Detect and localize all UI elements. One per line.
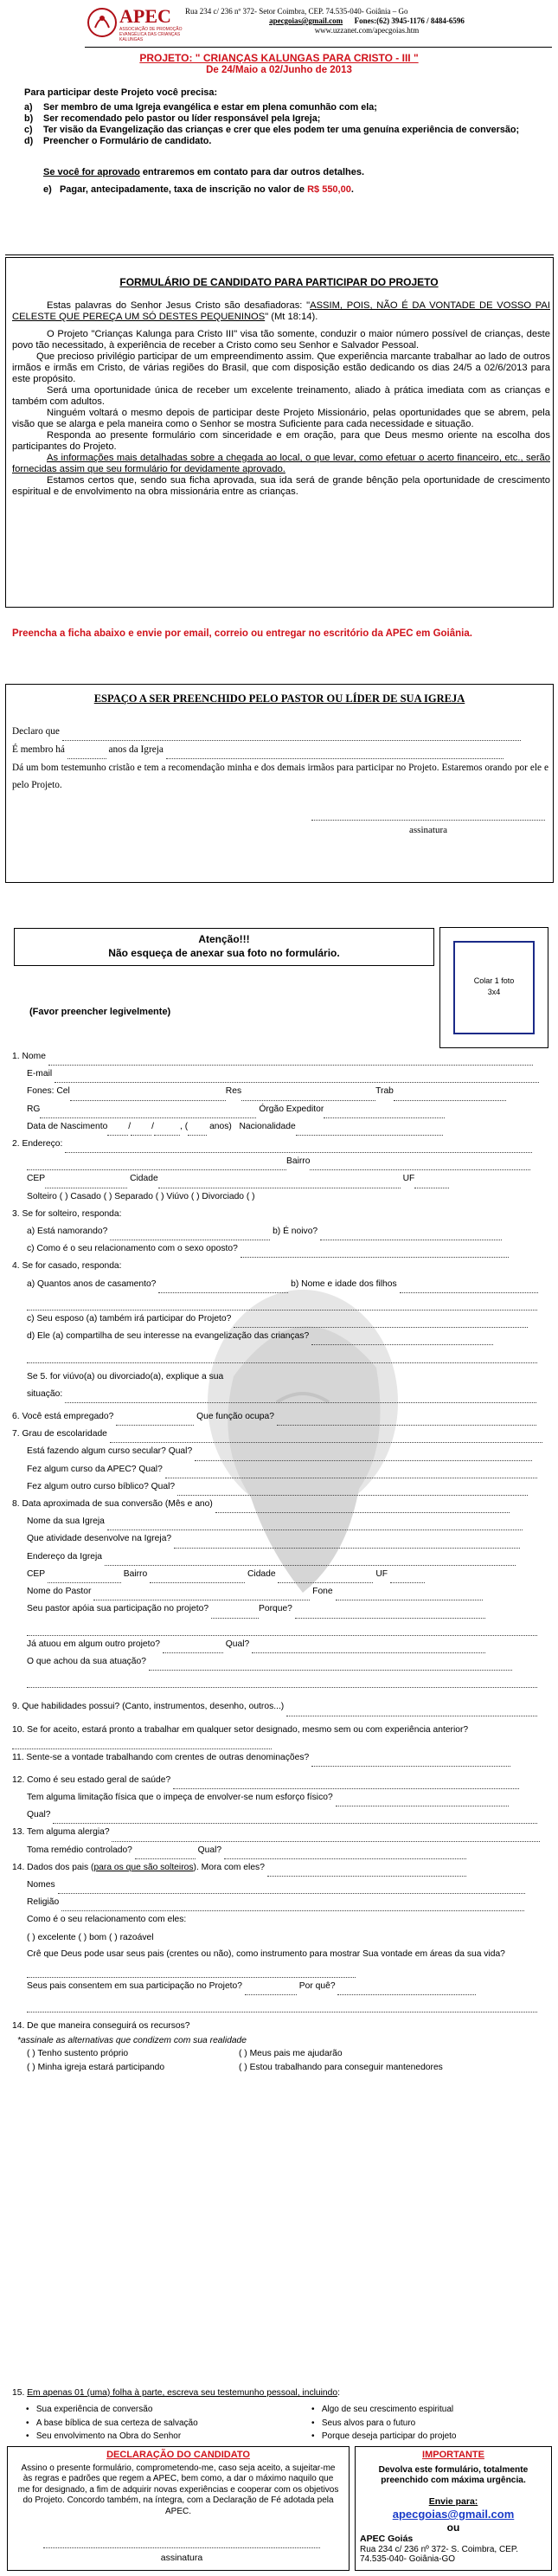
- q8d-uf-label: UF: [375, 1568, 388, 1579]
- q3b-input[interactable]: [320, 1231, 502, 1240]
- q7c-label: Fez algum outro curso bíblico? Qual?: [27, 1481, 176, 1491]
- q7b-row: [12, 1461, 550, 1478]
- q15-bullets-left: [26, 2403, 251, 2444]
- pay-letter: e): [43, 184, 52, 195]
- q8e-fone-input[interactable]: [336, 1591, 483, 1600]
- q2-row: [12, 1136, 550, 1153]
- q4a-label: a) Quantos anos de casamento?: [27, 1278, 157, 1289]
- parents-religion-input[interactable]: [61, 1902, 524, 1911]
- age-input[interactable]: [188, 1126, 207, 1136]
- q8b-label: Que atividade desenvolve na Igreja?: [27, 1534, 172, 1544]
- email-label: E-mail: [27, 1069, 53, 1079]
- cep-input[interactable]: [45, 1179, 127, 1188]
- q8d-uf-input[interactable]: [390, 1574, 425, 1583]
- cep-label: CEP: [27, 1174, 46, 1184]
- q15-num: 15.: [12, 2388, 28, 2398]
- q8c-row: [12, 1549, 550, 1566]
- intro-p1a: Estas palavras do Senhor Jesus Cristo são desafiadoras: ": [47, 300, 311, 311]
- pastor-church-label: anos da Igreja: [108, 744, 164, 755]
- q12a-label: Tem alguma limitação física que o impeça de envolver-se num esforço físico?: [27, 1792, 333, 1802]
- attention-text: Não esqueça de anexar sua foto no formulário.: [108, 947, 340, 959]
- res-label: Res: [225, 1086, 242, 1097]
- bairro-label: Bairro: [286, 1156, 311, 1167]
- email-input[interactable]: [55, 1073, 539, 1083]
- q8d-bairro-input[interactable]: [150, 1574, 245, 1583]
- q7c-row: [12, 1478, 550, 1496]
- important-address: Rua 234 c/ 236 nº 372- S. Coimbra, CEP. 74.535-040- Goiânia-GO: [360, 2545, 519, 2564]
- intro-p8: Estamos certos que, sendo sua ficha aprovada, sua ida será de grande bênção pela oportunidade de crescimento espiritual e de envolvimento na obra missionária entre as crianças.: [12, 475, 550, 497]
- approved-underlined: Se você for aprovado: [43, 167, 140, 177]
- q14n-label: Nomes: [27, 1879, 55, 1890]
- q3a-label: a) Está namorando?: [27, 1227, 108, 1237]
- q4d-cont-input[interactable]: [27, 1354, 537, 1363]
- important-title: IMPORTANTE: [422, 2450, 484, 2460]
- pastor-text: [12, 723, 548, 794]
- bullet-left-3-text: Seu envolvimento na Obra do Senhor: [35, 2431, 182, 2441]
- pastor-line-1: [12, 723, 548, 741]
- q9-row: [12, 1698, 550, 1716]
- q8d-cep-label: CEP: [27, 1568, 45, 1579]
- q8b-input[interactable]: [174, 1539, 520, 1549]
- pastor-line-3: Dá um bom testemunho cristão e tem a recomendação minha e dos demais irmãos para participar no Projeto. Estaremos orando por ele e pelo Projeto.: [12, 763, 548, 790]
- q14cons-cont-input[interactable]: [27, 2003, 537, 2012]
- intro-p7: As informações mais detalhadas sobre a chegada ao local, o que levar, como efetuar o acerto financeiro, etc., serão fornecidas assim que seu formulário for devidamente aprovado.: [12, 453, 550, 474]
- q13-label: 13. Tem alguma alergia?: [12, 1827, 110, 1838]
- bullet-right-1-text: Algo de seu crescimento espiritual: [321, 2405, 454, 2414]
- apec-logo: [87, 5, 183, 45]
- declaration-text: Assino o presente formulário, comprometendo-me, caso seja aceito, a sujeitar-me às regras e padrões que regem a APEC, bem como, a dar o máximo naquilo que me for designado, a fim de adquirir novas experiências e cooperar com os objetivos do Projeto. Concordo também, na íntegra, com a Declaração de Fé adotada pela APEC.: [17, 2463, 339, 2516]
- payment-note: [43, 184, 354, 195]
- q5-row: Se 5. for viúvo(a) ou divorciado(a), explique a sua: [27, 1371, 224, 1381]
- birth-year-input[interactable]: [154, 1126, 180, 1136]
- q8f-porque-label: Porque?: [258, 1604, 292, 1614]
- q3a-input[interactable]: [110, 1231, 270, 1240]
- q8e-input[interactable]: [93, 1591, 310, 1600]
- q12-label: 12. Como é seu estado geral de saúde?: [12, 1774, 171, 1785]
- rg-input[interactable]: [40, 1109, 256, 1118]
- q8g-qual-label: Qual?: [225, 1639, 250, 1649]
- q7c-input[interactable]: [177, 1486, 528, 1496]
- q14-label: 14. Dados dos pais (: [12, 1862, 94, 1872]
- orgao-input[interactable]: [324, 1109, 445, 1118]
- bullet-left-2-text: A base bíblica de sua certeza de salvação: [35, 2418, 198, 2428]
- q14opts-row[interactable]: ( ) excelente ( ) bom ( ) razoável: [27, 1932, 154, 1942]
- q14-cont: ). Mora com eles?: [193, 1862, 265, 1872]
- phones-row: [12, 1083, 550, 1100]
- q10-input[interactable]: [12, 1740, 272, 1749]
- form-intro-title: FORMULÁRIO DE CANDIDATO PARA PARTICIPAR DO PROJETO: [119, 276, 439, 288]
- req-text: Ser membro de uma Igreja evangélica e estar em plena comunhão com ela;: [43, 102, 377, 113]
- q14-underlined: para os que são solteiros: [93, 1862, 194, 1872]
- q4a-input[interactable]: [158, 1284, 288, 1293]
- q4b-cont-row: [12, 1293, 550, 1311]
- intro-p1b: " (Mt 18:14).: [265, 312, 318, 322]
- resource-church-checkbox[interactable]: ( ) Minha igreja estará participando: [27, 2063, 165, 2073]
- rg-row: [12, 1101, 550, 1118]
- pastor-years-field[interactable]: [67, 750, 106, 759]
- q3c-label: c) Como é o seu relacionamento com o sexo oposto?: [27, 1244, 238, 1254]
- q14cre-label: Crê que Deus pode usar seus pais (crentes ou não), como instrumento para mostrar Sua vontade em áreas da sua vida?: [27, 1948, 505, 1959]
- q6b-input[interactable]: [277, 1416, 536, 1426]
- q4d-input[interactable]: [311, 1336, 493, 1345]
- q4b-cont-input[interactable]: [27, 1301, 537, 1311]
- legible-note: (Favor preencher legivelmente): [29, 1007, 171, 1017]
- q4b-input[interactable]: [400, 1284, 538, 1293]
- q3-row: 3. Se for solteiro, responda:: [12, 1208, 122, 1219]
- logo-subtitle: [119, 27, 183, 42]
- address-cont-input[interactable]: [27, 1161, 286, 1170]
- q8h-cont-row: [12, 1671, 550, 1688]
- q3a-row: [12, 1223, 550, 1240]
- declaration-sign-label: assinatura: [160, 2553, 203, 2563]
- pay-text: Pagar, antecipadamente, taxa de inscrição no valor de: [59, 184, 308, 195]
- q8c-label: Endereço da Igreja: [27, 1551, 103, 1562]
- q8a-label: Nome da sua Igreja: [27, 1517, 105, 1527]
- photo-label-2: 3x4: [487, 988, 501, 996]
- intro-top-rule: [5, 254, 554, 255]
- bullet-right-1: • Algo de seu crescimento espiritual: [311, 2405, 454, 2414]
- pastor-line-2: [12, 741, 548, 759]
- birth-month-input[interactable]: [131, 1126, 151, 1136]
- q4a-row: [12, 1276, 550, 1293]
- q11-input[interactable]: [311, 1757, 510, 1767]
- q7-row: [12, 1426, 550, 1443]
- project-dates: De 24/Maio a 02/Junho de 2013: [206, 65, 352, 75]
- important-or: ou: [446, 2521, 460, 2534]
- intro-p5: Ninguém voltará o mesmo depois de participar deste Projeto Missionário, pelas oportunidades que se abrem, pela visão que se alarga e pela maneira como o Senhor se mostra Suficiente para cada necessidade e situação.: [12, 408, 550, 429]
- uf-label: UF: [402, 1174, 415, 1184]
- pastor-church-field[interactable]: [166, 750, 503, 759]
- header-phones: Fones:(62) 3945-1176 / 8484-6596: [354, 16, 465, 25]
- q8d-row: [12, 1566, 550, 1583]
- q12a-row: [12, 1789, 550, 1806]
- q14b-row: 14. De que maneira conseguirá os recursos?: [12, 2021, 190, 2032]
- bullet-right-2: • Seus alvos para o futuro: [311, 2418, 416, 2428]
- bullet-left-2: • A base bíblica de sua certeza de salvação: [26, 2418, 198, 2428]
- q14por-label: Por quê?: [298, 1980, 336, 1991]
- q10-label: 10. Se for aceito, estará pronto a trabalhar em qualquer setor designado, mesmo sem ou com experiência anterior?: [12, 1724, 469, 1735]
- q14b-opts-2: [12, 2061, 550, 2075]
- form-intro-body: [12, 300, 550, 498]
- address-line: Rua 234 c/ 236 nº 372- Setor Coimbra, CEP. 74.535-040- Goiânia – Go: [185, 7, 408, 16]
- q14-input[interactable]: [267, 1867, 466, 1877]
- q8f-input[interactable]: [211, 1609, 259, 1619]
- q8c-input[interactable]: [105, 1556, 516, 1566]
- header-site[interactable]: www.uzzanet.com/apecgoias.htm: [314, 26, 420, 35]
- send-notice: Preencha a ficha abaixo e envie por email, correio ou entregar no escritório da APEC em Goiânia.: [12, 628, 472, 639]
- header-divider: [85, 47, 552, 48]
- intro-p2: O Projeto "Crianças Kalunga para Cristo III" visa tão somente, conduzir o maior número possível de crianças, deste povo tão necessitado, à experiência de receber a Cristo como seu Senhor e Salvador Pessoal.: [12, 329, 550, 351]
- logo-sub-1: ASSOCIAÇÃO DE PROMOÇÃO: [119, 27, 183, 32]
- q12b-row: [12, 1806, 550, 1824]
- q13a-row: [12, 1842, 550, 1859]
- important-org: APEC Goiás: [360, 2534, 414, 2544]
- logo-sub-3: KALUNGAS: [119, 37, 144, 42]
- q15-bullets-right: [311, 2403, 545, 2444]
- pastor-sign-line[interactable]: [311, 820, 545, 821]
- q3c-input[interactable]: [241, 1248, 509, 1258]
- send-to-label: Envie para:: [428, 2496, 478, 2507]
- bullet-right-2-text: Seus alvos para o futuro: [321, 2418, 416, 2428]
- q14cons-label: Seus pais consentem em sua participação no Projeto?: [27, 1980, 242, 1991]
- q8a-input[interactable]: [107, 1521, 523, 1530]
- bairro-row: [12, 1153, 550, 1170]
- q8f-row: [12, 1600, 550, 1618]
- q15-row: [12, 2388, 340, 2399]
- q11-row: [12, 1749, 550, 1767]
- q8f-label: Seu pastor apóia sua participação no projeto?: [27, 1604, 209, 1614]
- q12-input[interactable]: [173, 1780, 519, 1789]
- bairro-input[interactable]: [310, 1161, 530, 1170]
- approved-note: [43, 167, 364, 177]
- q9-input[interactable]: [286, 1707, 537, 1716]
- bullet-right-3-text: Porque deseja participar do projeto: [321, 2431, 457, 2441]
- res-input[interactable]: [241, 1092, 375, 1101]
- q13-input[interactable]: [112, 1832, 540, 1842]
- uf-input[interactable]: [414, 1179, 449, 1188]
- q4c-input[interactable]: [234, 1318, 528, 1328]
- important-text: Devolva este formulário, totalmente preenchido com máxima urgência.: [378, 2465, 529, 2485]
- q7a-input[interactable]: [195, 1452, 532, 1461]
- q14b-note: *assinale as alternativas que condizem com sua realidade: [17, 2036, 247, 2046]
- q11-label: 11. Sente-se a vontade trabalhando com crentes de outras denominações?: [12, 1752, 310, 1762]
- project-title: PROJETO: " CRIANÇAS KALUNGAS PARA CRISTO - III ": [139, 52, 419, 64]
- q13a-input[interactable]: [135, 1850, 196, 1859]
- trab-input[interactable]: [394, 1092, 506, 1101]
- nationality-input[interactable]: [296, 1126, 443, 1136]
- cidade-input[interactable]: [158, 1179, 401, 1188]
- resource-parents-checkbox[interactable]: ( ) Meus pais me ajudarão: [239, 2049, 343, 2059]
- applicant-fields: [12, 1048, 550, 2075]
- resource-sponsors-checkbox[interactable]: ( ) Estou trabalhando para conseguir mantenedores: [239, 2063, 443, 2073]
- q5b-row: [12, 1386, 550, 1403]
- req-letter: c): [24, 125, 33, 135]
- q7b-label: Fez algum curso da APEC? Qual?: [27, 1464, 163, 1474]
- cel-label: Fones: Cel: [27, 1086, 70, 1097]
- q13a-label: Toma remédio controlado?: [27, 1845, 132, 1855]
- pastor-declare: Declaro que: [12, 726, 60, 737]
- q8-label: 8. Data aproximada de sua conversão (Mês e ano): [12, 1499, 213, 1510]
- bullet-left-3: • Seu envolvimento na Obra do Senhor: [26, 2431, 182, 2441]
- q12b-input[interactable]: [53, 1814, 537, 1824]
- q14n-row: [12, 1877, 550, 1894]
- q8-row: [12, 1496, 550, 1513]
- q12b-label: Qual?: [27, 1810, 51, 1820]
- q10-row: [12, 1723, 550, 1749]
- q8f-cont-row: [12, 1619, 550, 1636]
- q8h-label: O que achou da sua atuação?: [27, 1656, 146, 1666]
- q14cons-input[interactable]: [245, 1986, 297, 1995]
- intro-p4: Será uma oportunidade única de receber um excelente treinamento, aliado à prática imediata com as crianças e também com adultos.: [12, 385, 550, 407]
- pastor-name-field[interactable]: [62, 731, 521, 741]
- cel-input[interactable]: [70, 1092, 226, 1101]
- q12-row: [12, 1772, 550, 1789]
- q6-input[interactable]: [116, 1416, 194, 1426]
- q4c-row: [12, 1311, 550, 1328]
- q2-label: 2. Endereço:: [12, 1139, 63, 1150]
- requirements-intro: Para participar deste Projeto você precisa:: [24, 87, 218, 98]
- q14rel-row: Como é o seu relacionamento com eles:: [27, 1915, 187, 1925]
- q15-colon: :: [337, 2388, 340, 2398]
- req-item-d: [24, 136, 552, 147]
- q8d-cidade-label: Cidade: [247, 1568, 276, 1579]
- pay-end: .: [350, 184, 354, 195]
- q6-row: [12, 1408, 550, 1426]
- logo-sub-2: EVANGÉLICA DAS CRIANÇAS: [119, 32, 181, 37]
- q7a-row: [12, 1443, 550, 1460]
- nationality-label: Nacionalidade: [239, 1121, 296, 1131]
- req-item-c: [24, 125, 552, 136]
- age-label: anos): [209, 1121, 232, 1131]
- req-text: Preencher o Formulário de candidato.: [43, 136, 212, 146]
- q8e-fone-label: Fone: [312, 1587, 333, 1597]
- trab-label: Trab: [375, 1086, 394, 1097]
- pastor-member: É membro há: [12, 744, 65, 755]
- birth-day-input[interactable]: [107, 1126, 128, 1136]
- intro-p6: Responda ao presente formulário com sinceridade e em oração, para que Deus mesmo oriente na escolha dos participantes do Projeto.: [12, 430, 550, 452]
- bullet-left-1: • Sua experiência de conversão: [26, 2405, 153, 2414]
- photo-label-1: Colar 1 foto: [473, 976, 515, 985]
- q9-label: 9. Que habilidades possui? (Canto, instrumentos, desenho, outros...): [12, 1702, 285, 1712]
- bullet-right-3: • Porque deseja participar do projeto: [311, 2431, 457, 2441]
- q14b-opts-1: [12, 2047, 550, 2061]
- header-address: [185, 7, 548, 35]
- address-input[interactable]: [65, 1143, 532, 1153]
- pastor-sign-label: assinatura: [409, 825, 447, 835]
- logo-text: APEC: [119, 5, 171, 27]
- q7a-label: Está fazendo algum curso secular? Qual?: [27, 1446, 193, 1457]
- q3c-row: [12, 1240, 550, 1258]
- q13-row: [12, 1824, 550, 1841]
- req-item-b: [24, 113, 552, 125]
- q6-label: 6. Você está empregado?: [12, 1412, 114, 1422]
- q13b-input[interactable]: [224, 1850, 466, 1859]
- q8g-row: [12, 1636, 550, 1653]
- bullet-left-1-text: Sua experiência de conversão: [35, 2405, 153, 2414]
- q8h-cont-input[interactable]: [27, 1678, 537, 1688]
- cep-row: [12, 1170, 550, 1188]
- q3b-label: b) É noivo?: [273, 1227, 318, 1237]
- q7-label: 7. Grau de escolaridade: [12, 1429, 107, 1439]
- header-email-link[interactable]: apecgoias@gmail.com: [269, 16, 343, 25]
- q8d-cidade-input[interactable]: [278, 1574, 373, 1583]
- q14por-input[interactable]: [337, 1986, 476, 1995]
- q8a-row: [12, 1513, 550, 1530]
- req-text: Ter visão da Evangelização das crianças e crer que eles podem ter uma genuína experiência de conversão;: [43, 125, 520, 135]
- q7-input[interactable]: [110, 1433, 542, 1443]
- q4d-cont-row: [12, 1345, 550, 1362]
- email-row: [12, 1066, 550, 1083]
- orgao-label: Órgão Expeditor: [259, 1104, 324, 1114]
- birth-row: Data de Nascimento / / , ( anos) Nacionalidade: [12, 1118, 550, 1136]
- approved-rest: entraremos em contato para dar outros detalhes.: [139, 167, 365, 177]
- q1-label: 1. Nome: [12, 1052, 46, 1061]
- q8g-qual-input[interactable]: [252, 1644, 485, 1653]
- requirements-list: [24, 102, 552, 147]
- q1-row: [12, 1048, 550, 1066]
- q4-row: 4. Se for casado, responda:: [12, 1261, 122, 1272]
- pastor-title: ESPAÇO A SER PREENCHIDO PELO PASTOR OU LÍDER DE SUA IGREJA: [93, 692, 465, 705]
- q8g-input[interactable]: [163, 1644, 223, 1653]
- req-letter: b): [24, 113, 34, 124]
- q7b-input[interactable]: [165, 1469, 537, 1478]
- req-letter: a): [24, 102, 33, 113]
- q14-row: [12, 1859, 550, 1877]
- intro-p1u: ASSIM, POIS, NÃO É DA VONTADE DE VOSSO PAI CELESTE QUE PEREÇA UM SÓ DESTES PEQUENINOS: [12, 300, 550, 322]
- q13b-label: Qual?: [197, 1845, 222, 1855]
- q8d-cep-input[interactable]: [48, 1574, 121, 1583]
- q8f-cont-input[interactable]: [27, 1626, 537, 1636]
- birth-label: Data de Nascimento: [27, 1121, 108, 1131]
- q5b-label: situação:: [27, 1388, 63, 1399]
- q14cons-cont-row: [12, 1995, 550, 2012]
- attention-title: Atenção!!!: [198, 933, 250, 945]
- q6b-label: Que função ocupa?: [196, 1412, 274, 1422]
- q14cre-input[interactable]: [27, 1968, 356, 1978]
- q14r-label: Religião: [27, 1897, 60, 1908]
- q8d-bairro-label: Bairro: [123, 1568, 148, 1579]
- parents-names-input[interactable]: [58, 1884, 525, 1894]
- q8e-row: [12, 1583, 550, 1600]
- q5-input[interactable]: [65, 1394, 536, 1403]
- resource-own-checkbox[interactable]: ( ) Tenho sustento próprio: [27, 2049, 129, 2059]
- name-input[interactable]: [48, 1056, 533, 1066]
- civil-status-row[interactable]: Solteiro ( ) Casado ( ) Separado ( ) Viúvo ( ) Divorciado ( ): [27, 1191, 255, 1201]
- q14cre-row: [12, 1947, 550, 1978]
- important-email-link[interactable]: apecgoias@gmail.com: [392, 2508, 515, 2521]
- declaration-sign-line[interactable]: [43, 2547, 320, 2548]
- q8b-row: [12, 1530, 550, 1548]
- intro-p1: [12, 300, 550, 323]
- pay-value: R$ 550,00: [307, 184, 351, 195]
- q8f-porque-input[interactable]: [295, 1609, 485, 1619]
- q8-input[interactable]: [215, 1504, 510, 1513]
- rg-label: RG: [27, 1104, 41, 1114]
- q8e-label: Nome do Pastor: [27, 1587, 92, 1597]
- q12a-input[interactable]: [336, 1797, 509, 1806]
- declaration-title: DECLARAÇÃO DO CANDIDATO: [106, 2450, 250, 2460]
- cidade-label: Cidade: [130, 1174, 158, 1184]
- q4c-label: c) Seu esposo (a) também irá participar do Projeto?: [27, 1314, 232, 1324]
- q4d-row: [12, 1328, 550, 1345]
- q8h-input[interactable]: [149, 1661, 512, 1671]
- q14cons-row: [12, 1978, 550, 1995]
- q8g-label: Já atuou em algum outro projeto?: [27, 1639, 160, 1649]
- intro-p3: Que precioso privilégio participar de um empreendimento assim. Que experiência marcante trabalhar ao lado de outros irmãos e irmãs em Cristo, de várias regiões do Brasil, que com disposição estão dedicando os dias 24/5 a 02/6/2013 para este propósito.: [12, 351, 550, 384]
- req-letter: d): [24, 136, 34, 146]
- req-item-a: [24, 102, 552, 113]
- req-text: Ser recomendado pelo pastor ou líder responsável pela Igreja;: [43, 113, 321, 124]
- q8h-row: [12, 1653, 550, 1671]
- q4b-label: b) Nome e idade dos filhos: [291, 1278, 397, 1289]
- q4d-label: d) Ele (a) compartilha de seu interesse na evangelização das crianças?: [27, 1331, 310, 1342]
- contact-line: [185, 16, 548, 26]
- q15-text: Em apenas 01 (uma) folha à parte, escreva seu testemunho pessoal, incluindo: [27, 2388, 338, 2398]
- q14r-row: [12, 1894, 550, 1911]
